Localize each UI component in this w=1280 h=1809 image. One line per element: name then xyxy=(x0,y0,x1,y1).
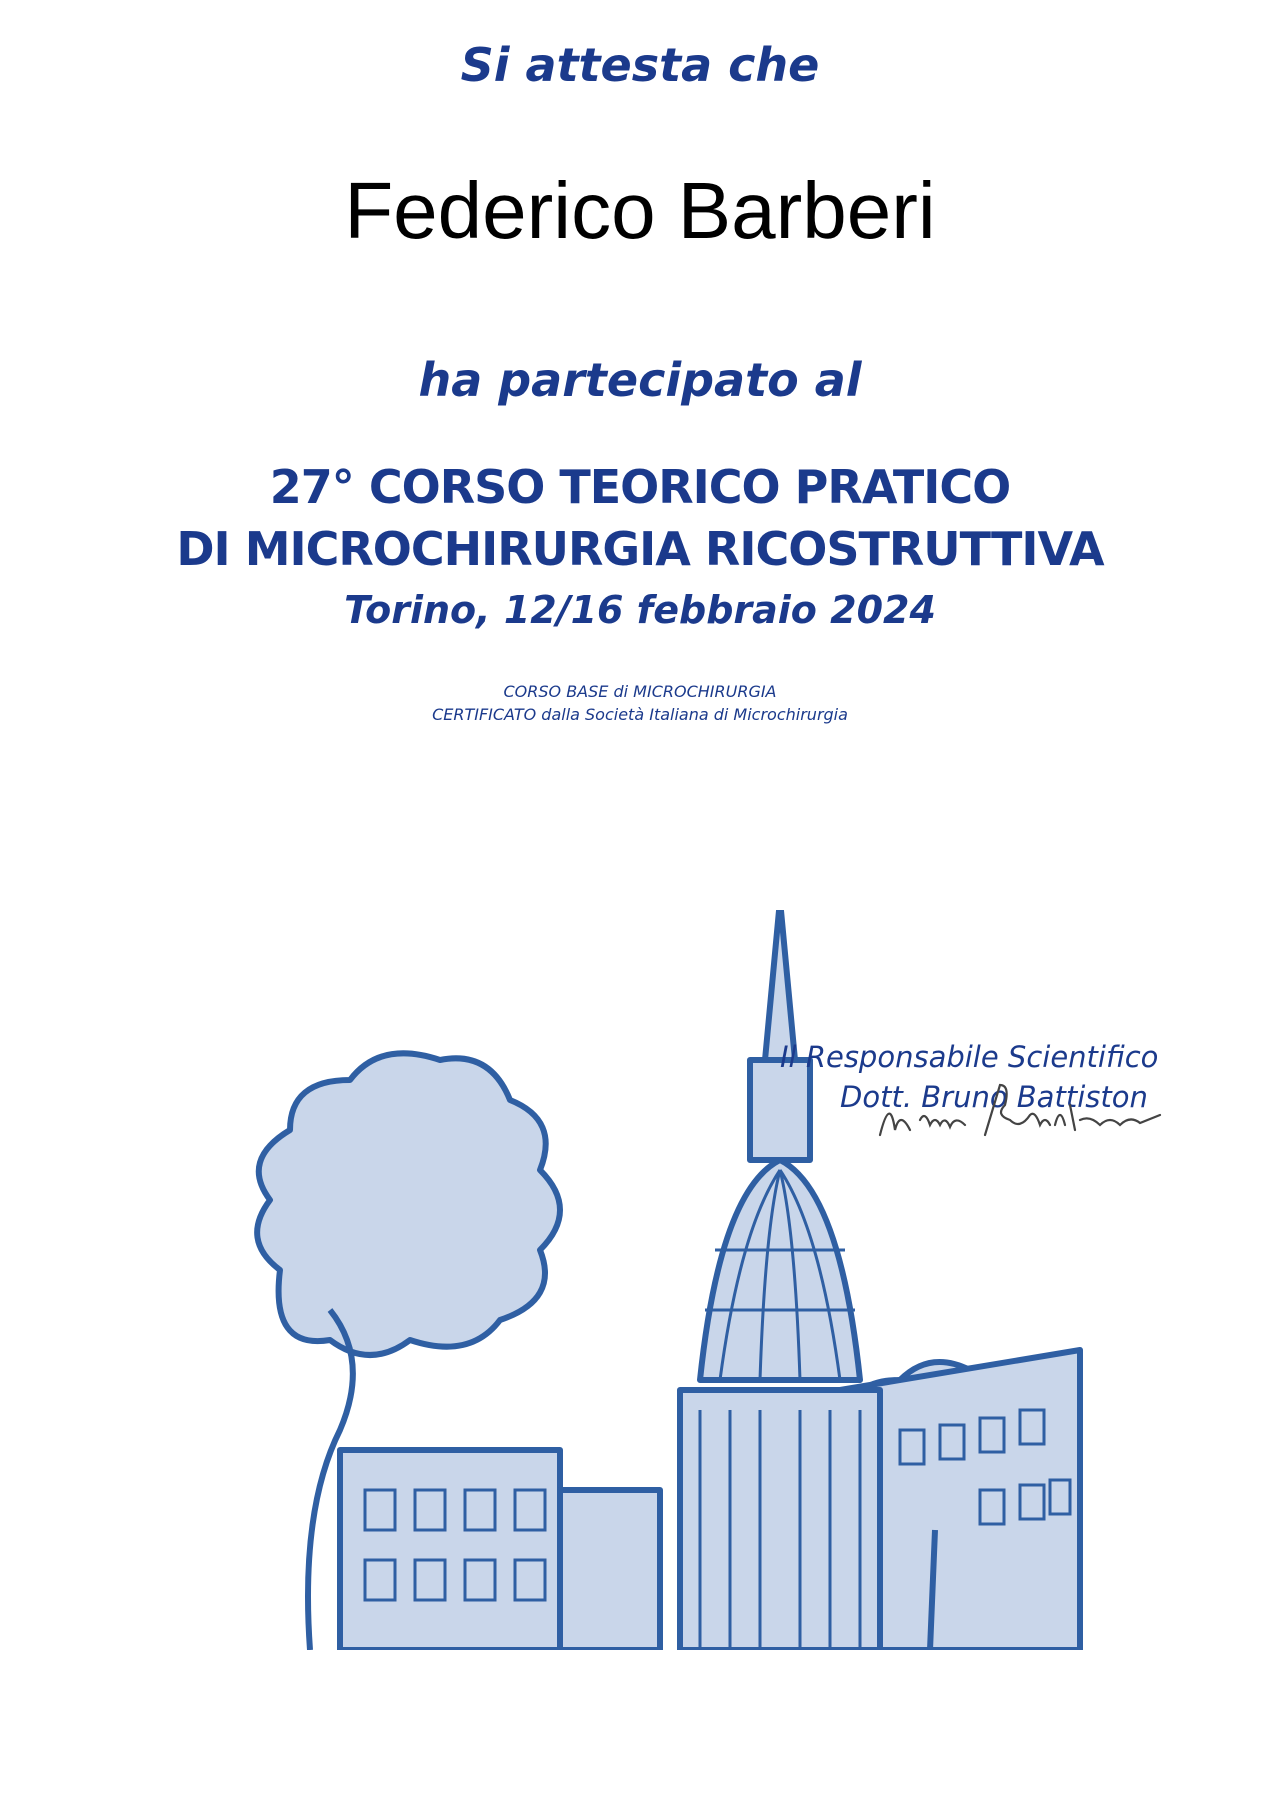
signatory-name: Dott. Bruno Battiston xyxy=(840,1080,1148,1114)
course-date: Torino, 12/16 febbraio 2024 xyxy=(344,588,936,632)
building-low xyxy=(560,1490,660,1650)
participation-text: ha partecipato al xyxy=(418,353,862,407)
signatory-role: Il Responsabile Scientifico xyxy=(780,1040,1159,1074)
tree-canopy-left xyxy=(257,1053,560,1355)
mole-spire xyxy=(765,910,795,1060)
mole-antonelliana-skyline-icon xyxy=(200,910,1120,1650)
handwritten-signature xyxy=(870,1075,1170,1155)
course-note-line2: CERTIFICATO dalla Società Italiana di Microchirurgia xyxy=(432,705,848,724)
recipient-name: Federico Barberi xyxy=(344,166,936,255)
mole-base xyxy=(680,1390,880,1650)
course-title-line2: DI MICROCHIRURGIA RICOSTRUTTIVA xyxy=(176,522,1104,576)
building-left xyxy=(340,1450,560,1650)
mole-lantern xyxy=(750,1060,810,1160)
course-title-line1: 27° CORSO TEORICO PRATICO xyxy=(269,460,1011,514)
course-note-line1: CORSO BASE di MICROCHIRURGIA xyxy=(503,682,777,701)
intro-text: Si attesta che xyxy=(460,38,820,92)
